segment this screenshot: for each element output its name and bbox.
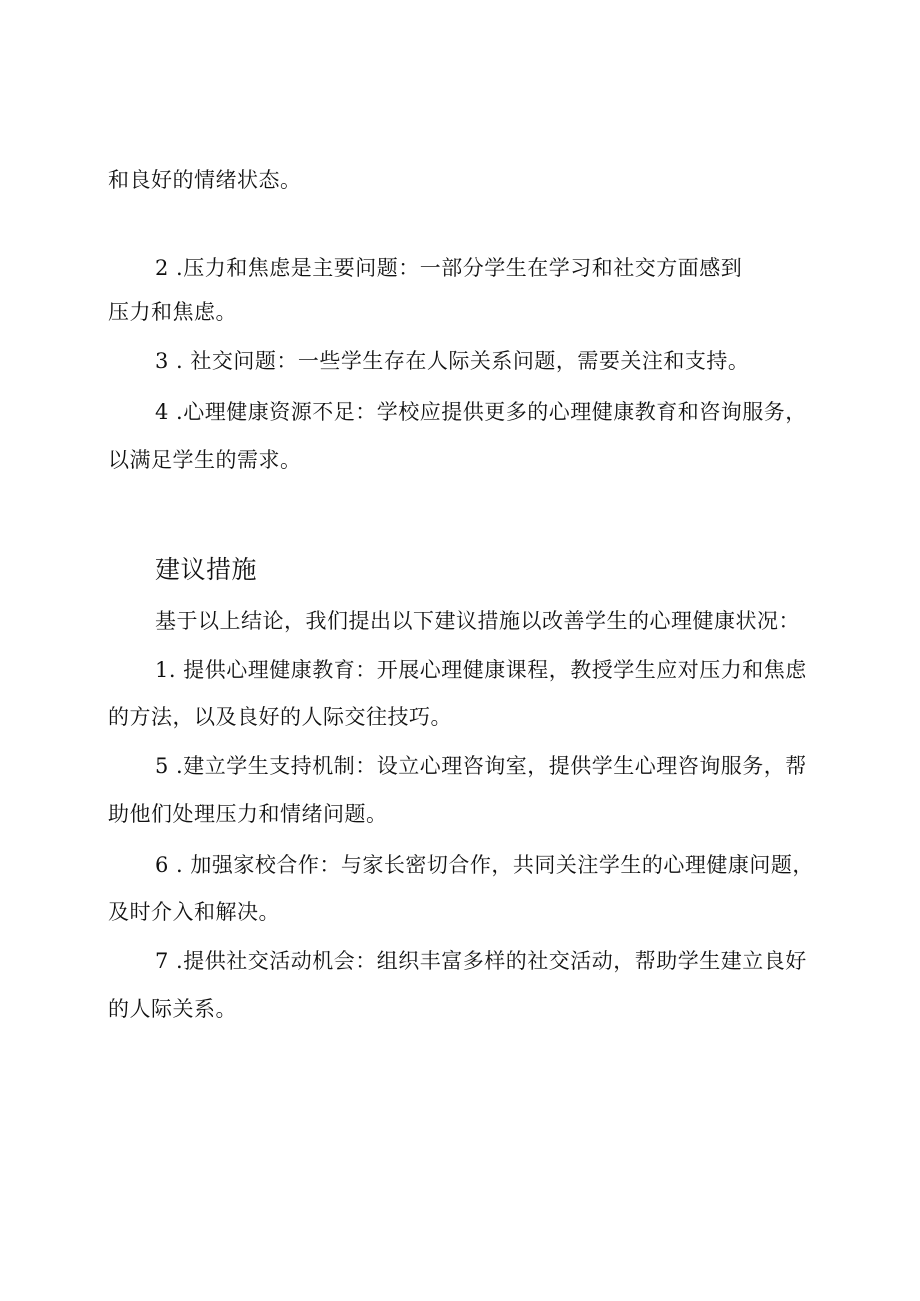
finding-3-line-1: 3 . 社交问题：一些学生存在人际关系问题，需要关注和支持。 — [155, 349, 750, 373]
section-heading: 建议措施 — [155, 555, 258, 584]
finding-2-line-1: 2 .压力和焦虑是主要问题：一部分学生在学习和社交方面感到 — [155, 256, 743, 280]
measure-1-line-1: 1. 提供心理健康教育：开展心理健康课程，教授学生应对压力和焦虑 — [155, 658, 807, 682]
finding-2-line-2: 压力和焦虑。 — [108, 300, 237, 324]
continuation-text: 和良好的情绪状态。 — [108, 168, 302, 192]
finding-4-line-1: 4 .心理健康资源不足：学校应提供更多的心理健康教育和咨询服务， — [155, 400, 807, 424]
measure-5-line-1: 5 .建立学生支持机制：设立心理咨询室，提供学生心理咨询服务，帮 — [155, 754, 807, 778]
finding-4-line-2: 以满足学生的需求。 — [108, 448, 302, 472]
measure-5-line-2: 助他们处理压力和情绪问题。 — [108, 802, 388, 826]
measure-7-line-2: 的人际关系。 — [108, 997, 237, 1021]
measure-6-line-2: 及时介入和解决。 — [108, 900, 280, 924]
section-intro: 基于以上结论，我们提出以下建议措施以改善学生的心理健康状况： — [155, 609, 800, 633]
measure-1-line-2: 的方法，以及良好的人际交往技巧。 — [108, 705, 452, 729]
measure-7-line-1: 7 .提供社交活动机会：组织丰富多样的社交活动，帮助学生建立良好 — [155, 949, 807, 973]
measure-6-line-1: 6 . 加强家校合作：与家长密切合作，共同关注学生的心理健康问题， — [155, 853, 814, 877]
